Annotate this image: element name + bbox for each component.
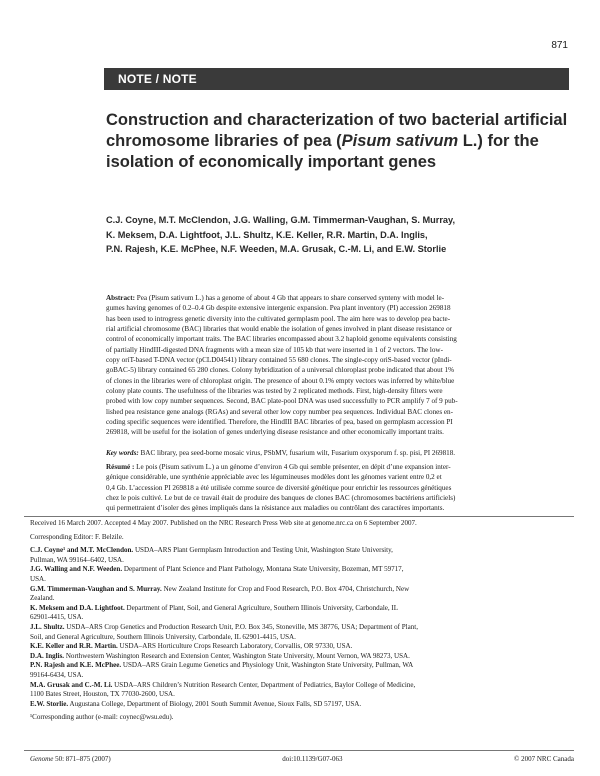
corresponding-editor: Corresponding Editor: F. Belzile. <box>30 532 124 541</box>
affiliation-entry <box>30 652 574 662</box>
affiliation-names: K.E. Keller and R.R. Martin. <box>30 642 118 651</box>
keywords-text: BAC library, pea seed-borne mosaic virus, PSbMV, fusarium wilt, Fusarium oxysporum f. sp. pisi, PI 269818. <box>138 449 456 457</box>
title-italic-species: Pisum sativum <box>341 132 459 150</box>
affiliation-entry <box>30 546 574 556</box>
affiliation-names: C.J. Coyne¹ and M.T. McClendon. <box>30 546 134 555</box>
affiliation-text: New Zealand Institute for Crop and Food Research, P.O. Box 4704, Christchurch, New <box>161 584 410 593</box>
title-part-2: L.) for the isolation of economically important genes <box>106 132 539 171</box>
keywords-label: Key words: <box>106 449 139 457</box>
footer-rule <box>24 750 574 751</box>
affiliation-continuation: Zealand. <box>30 594 55 603</box>
abstract-line: 269818, will be useful for the isolation of genes underlying disease resistance and other economically important traits. <box>106 428 444 437</box>
paper-title <box>106 110 576 173</box>
abstract-line: gumes having genomes of 0.2–0.4 Gb despite extensive intergenic expansion. Pea plant inventory (PI) accession 269818 <box>106 304 451 313</box>
resume-line: génique considérable, une synthénie appréciable avec les légumineuses modèles dont les génomes varient entre 0,2 et <box>106 473 442 482</box>
affiliation-names: E.W. Storlie. <box>30 699 69 708</box>
section-label: NOTE / NOTE <box>118 72 197 86</box>
resume-line: chez le pois cultivé. Le but de ce travail était de produire des banques de clones BAC (chromosomes bactériens artificiels) <box>106 493 456 502</box>
abstract-line: control of economically important traits. The BAC libraries encompassed about 3.2 haploid genome equivalents consisting <box>106 335 457 344</box>
affiliation-entry <box>30 681 574 691</box>
journal-name: Genome <box>30 755 54 763</box>
affiliation-text: Department of Plant, Soil, and General Agriculture, Southern Illinois University, Carbondale, IL <box>124 603 399 612</box>
abstract <box>106 293 574 438</box>
author-line: K. Meksem, D.A. Lightfoot, J.L. Shultz, K.E. Keller, R.R. Martin, D.A. Inglis, <box>106 229 428 240</box>
doi: doi:10.1139/G07-063 <box>282 755 343 763</box>
author-list <box>106 213 576 257</box>
affiliation-entry <box>30 623 574 633</box>
affiliation-entry <box>30 700 574 710</box>
section-header-bar <box>104 68 569 90</box>
abstract-line: lished pea resistance gene analogs (RGAs) and several other low copy number pea sequences. Individual BAC clones en- <box>106 407 454 416</box>
volume-pages: 50: 871–875 (2007) <box>53 755 111 763</box>
affiliation-entry <box>30 661 574 671</box>
abstract-line: of partially HindIII-digested DNA fragments with a mean size of 105 kb that were inserted in 1 of 2 vectors. The low- <box>106 345 443 354</box>
copyright: © 2007 NRC Canada <box>514 755 574 763</box>
abstract-line: probed with low copy number sequences. Second, BAC plate-pool DNA was used successfully to PCR amplify 7 of 9 pub- <box>106 397 458 406</box>
journal-citation <box>30 755 111 763</box>
abstract-line: of clones in the libraries were of chloroplast origin. The presence of about 0.1% empty vectors was inferred by white/blue <box>106 376 455 385</box>
author-line: P.N. Rajesh, K.E. McPhee, N.F. Weeden, M.A. Grusak, C.-M. Li, and E.W. Storlie <box>106 244 447 254</box>
abstract-line: rial artificial chromosome (BAC) libraries that would enable the isolation of genes involved in plant disease resistance or <box>106 325 453 334</box>
affiliation-names: P.N. Rajesh and K.E. McPhee. <box>30 661 122 670</box>
affiliation-text: USDA–ARS Plant Germplasm Introduction and Testing Unit, Washington State University, <box>133 546 393 555</box>
affiliation-text: USDA–ARS Crop Genetics and Production Research Unit, P.O. Box 345, Stoneville, MS 38776, USA; Department of Plant, <box>64 622 418 631</box>
title-part-1: Construction and characterization of two bacterial artificial chromosome libraries of pea ( <box>106 111 568 150</box>
affiliations-block <box>30 519 574 723</box>
resume-line: 0,4 Gb. L’accession PI 269818 a été utilisée comme source de diversité génétique pour enrichir les ressources génétiques <box>106 483 452 492</box>
resume-label: Résumé : <box>106 463 135 471</box>
affiliation-continuation: USA. <box>30 574 46 583</box>
affiliation-text: Department of Plant Science and Plant Pathology, Montana State University, Bozeman, MT 59717, <box>122 565 404 574</box>
resume-line: qui permettraient d’isoler des gènes impliqués dans la résistance aux maladies ou contrôlant des caractères importants. <box>106 504 445 513</box>
affiliation-continuation: 99164-6434, USA. <box>30 670 84 679</box>
divider-rule <box>24 516 574 517</box>
abstract-line: goBAC-5) library contained 65 280 clones. Colony hybridization of a universal chloroplast probe indicated that about 1% <box>106 366 455 375</box>
affiliation-entry <box>30 642 574 652</box>
affiliation-text: Northwestern Washington Research and Extension Center, Washington State University, Mount Vernon, WA 98273, USA. <box>64 651 410 660</box>
affiliation-names: J.G. Walling and N.F. Weeden. <box>30 565 123 574</box>
resume <box>106 462 574 515</box>
affiliation-entry <box>30 604 574 614</box>
affiliation-entry <box>30 585 574 595</box>
resume-text: Le pois (Pisum sativum L.) a un génome d’environ 4 Gb qui semble présenter, en dépit d’une expansion inter- <box>134 463 451 471</box>
abstract-text: Pea (Pisum sativum L.) has a genome of about 4 Gb that appears to share conserved synteny with model le- <box>134 294 445 302</box>
received-dates: Received 16 March 2007. Accepted 4 May 2007. Published on the NRC Research Press Web site at genome.nrc.ca on 6 September 2007. <box>30 519 417 527</box>
page-footer <box>30 755 574 763</box>
affiliation-text: USDA–ARS Grain Legume Genetics and Physiology Unit, Washington State University, Pullman, WA <box>121 661 414 670</box>
affiliation-continuation: 1100 Bates Street, Houston, TX 77030-2600, USA. <box>30 690 175 699</box>
affiliation-text: USDA–ARS Horticulture Crops Research Laboratory, Corvallis, OR 97330, USA. <box>117 642 353 651</box>
author-line: C.J. Coyne, M.T. McClendon, J.G. Walling, G.M. Timmerman-Vaughan, S. Murray, <box>106 215 456 225</box>
affiliation-names: D.A. Inglis. <box>30 651 65 660</box>
affiliation-entry <box>30 565 574 575</box>
abstract-line: coding specific sequences were identified. Therefore, the HindIII BAC libraries of pea, based on germplasm accession PI <box>106 418 453 427</box>
affiliation-continuation: Soil, and General Agriculture, Southern Illinois University, Carbondale, IL 62901-4415, USA. <box>30 632 296 641</box>
keywords <box>106 448 574 458</box>
abstract-line: copy oriT-based T-DNA vector (pCLD04541) library contained 55 680 clones. The single-copy oriS-based vector (pIndi- <box>106 356 452 365</box>
affiliation-names: M.A. Grusak and C.-M. Li. <box>30 680 113 689</box>
corresponding-author-note: ¹Corresponding author (e-mail: coynec@wsu.edu). <box>30 713 174 722</box>
abstract-line: colony plate counts. The usefulness of the libraries was tested by 2 replicated methods. First, high-density filters were <box>106 387 443 396</box>
abstract-label: Abstract: <box>106 294 135 302</box>
affiliation-continuation: 62901-4415, USA. <box>30 613 84 622</box>
resume-line <box>106 462 574 472</box>
affiliation-names: J.L. Shultz. <box>30 622 65 631</box>
affiliation-names: G.M. Timmerman-Vaughan and S. Murray. <box>30 584 162 593</box>
affiliation-names: K. Meksem and D.A. Lightfoot. <box>30 603 125 612</box>
affiliation-continuation: Pullman, WA 99164–6402, USA. <box>30 555 124 564</box>
abstract-line <box>106 293 574 303</box>
abstract-line: has been used to introgress genetic diversity into the cultivated germplasm pool. The aim here was to develop pea bacte- <box>106 314 451 323</box>
affiliation-text: USDA–ARS Children’s Nutrition Research Center, Department of Pediatrics, Baylor College of Medicine, <box>112 680 416 689</box>
affiliation-text: Augustana College, Department of Biology, 2001 South Summit Avenue, Sioux Falls, SD 57197, USA. <box>68 699 362 708</box>
page-number: 871 <box>551 40 568 51</box>
